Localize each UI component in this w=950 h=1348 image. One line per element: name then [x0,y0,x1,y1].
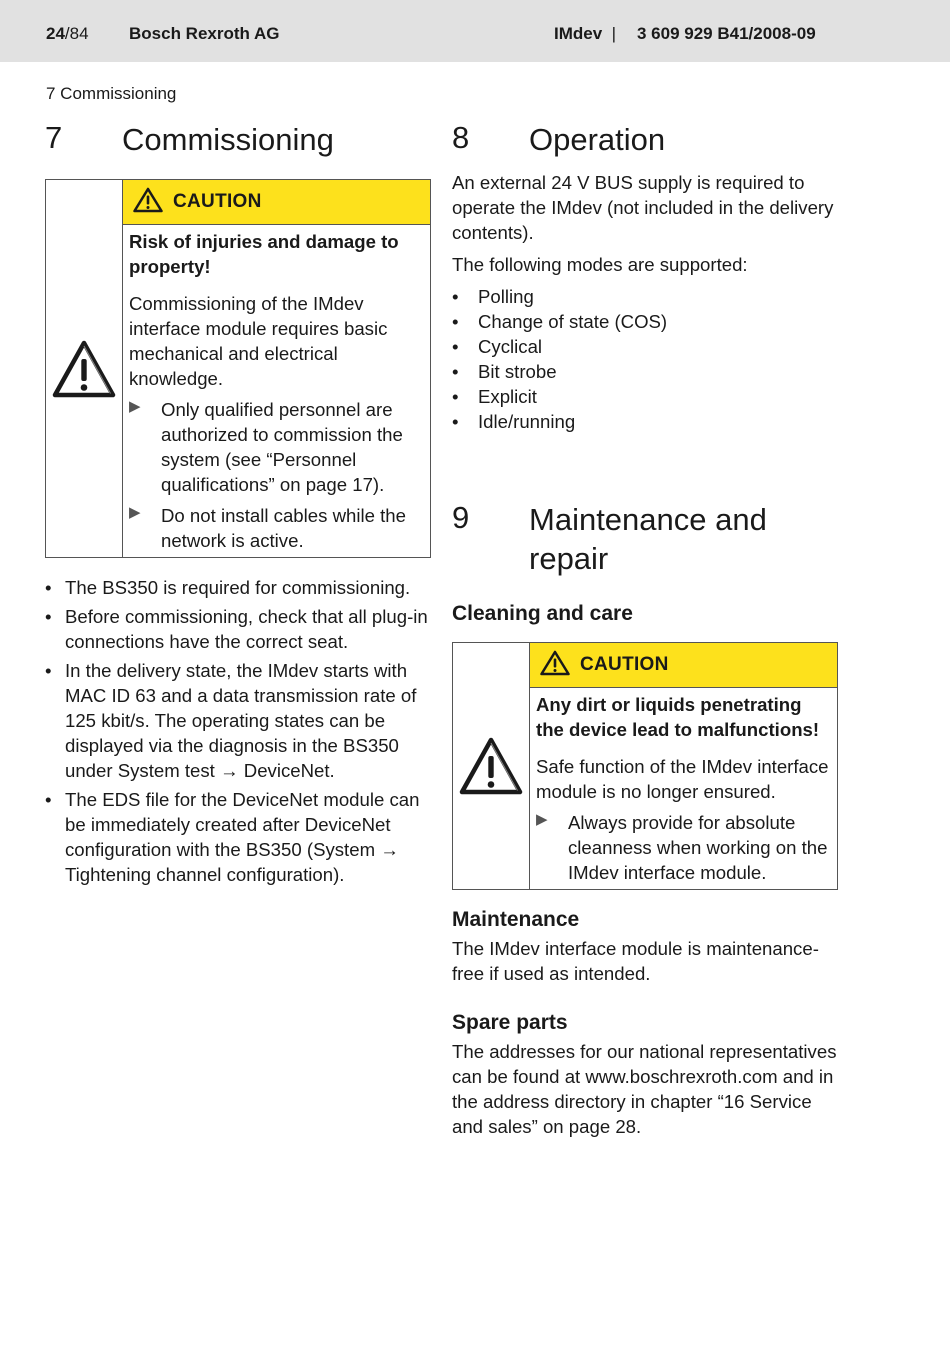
warning-small-icon [540,650,570,681]
page-header [0,0,950,62]
running-head: 7 Commissioning [46,84,177,103]
list-item: • Explicit [452,386,537,407]
caution-box-cleaning [452,642,838,890]
section-7-heading: 7 Commissioning [45,120,334,157]
commissioning-bullet-list [45,575,435,887]
caution-banner [123,180,430,225]
cleaning-heading: Cleaning and care [452,602,633,625]
list-item: • Before commissioning, check that all plug-in connections have the correct seat. [45,606,428,652]
document-number: 3 609 929 B41/2008-09 [637,24,816,43]
list-item: • The EDS file for the DeviceNet module can be immediately created after DeviceNet configuration with the BS350 (System → Tightening channel configuration). [45,789,420,885]
section-9-heading: 9 Maintenance and repair [452,500,767,576]
arrow-right-icon: ▶ [536,811,548,828]
list-item: • In the delivery state, the IMdev starts with MAC ID 63 and a data transmission rate of 125 kbit/s. The operating states can be displayed via the diagnosis in the BS350 under System test → DeviceNet. [45,660,417,781]
company-name: Bosch Rexroth AG [129,24,280,43]
modes-list [452,284,838,434]
warning-triangle-icon [453,643,530,889]
warning-triangle-icon [46,180,123,557]
product-name: IMdev | [554,24,617,43]
right-column [452,120,838,1139]
list-item: • Change of state (COS) [452,311,668,332]
caution-risk-text: Any dirt or liquids penetrating the device lead to malfunctions! [536,694,820,740]
page-number: 24/84 [46,24,89,43]
list-item: • The BS350 is required for commissioning. [45,577,411,598]
list-item: • Cyclical [452,336,543,357]
caution-description: Commissioning of the IMdev interface module requires basic mechanical and electrical knowledge. [129,293,388,389]
section-8-heading: 8 Operation [452,120,666,157]
caution-description: Safe function of the IMdev interface module is no longer ensured. [536,756,829,802]
caution-action-item: ▶ Do not install cables while the network is active. [129,504,406,551]
arrow-right-icon: ▶ [129,398,141,415]
caution-label: CAUTION [580,654,669,675]
caution-box-commissioning [45,179,431,558]
operation-intro: An external 24 V BUS supply is required to operate the IMdev (not included in the delivery contents). [452,172,834,243]
warning-small-icon [133,187,163,218]
list-item: • Bit strobe [452,361,557,382]
caution-risk-text: Risk of injuries and damage to property! [129,231,399,277]
caution-action-item: ▶ Always provide for absolute cleanness when working on the IMdev interface module. [536,811,828,883]
maintenance-heading: Maintenance [452,908,580,931]
spare-parts-heading: Spare parts [452,1011,568,1034]
maintenance-text: The IMdev interface module is maintenance-free if used as intended. [452,938,819,984]
left-column [45,120,431,891]
caution-action-item: ▶ Only qualified personnel are authorized to commission the system (see “Personnel qualifications” on page 17). [129,398,403,495]
modes-intro: The following modes are supported: [452,254,748,275]
spare-parts-text: The addresses for our national representatives can be found at www.boschrexroth.com and in the address directory in chapter “16 Service and sales” on page 28. [452,1041,837,1137]
caution-label: CAUTION [173,191,262,212]
arrow-right-icon: ▶ [129,504,141,521]
list-item: • Polling [452,286,534,307]
list-item: • Idle/running [452,411,576,432]
caution-banner [530,643,837,688]
